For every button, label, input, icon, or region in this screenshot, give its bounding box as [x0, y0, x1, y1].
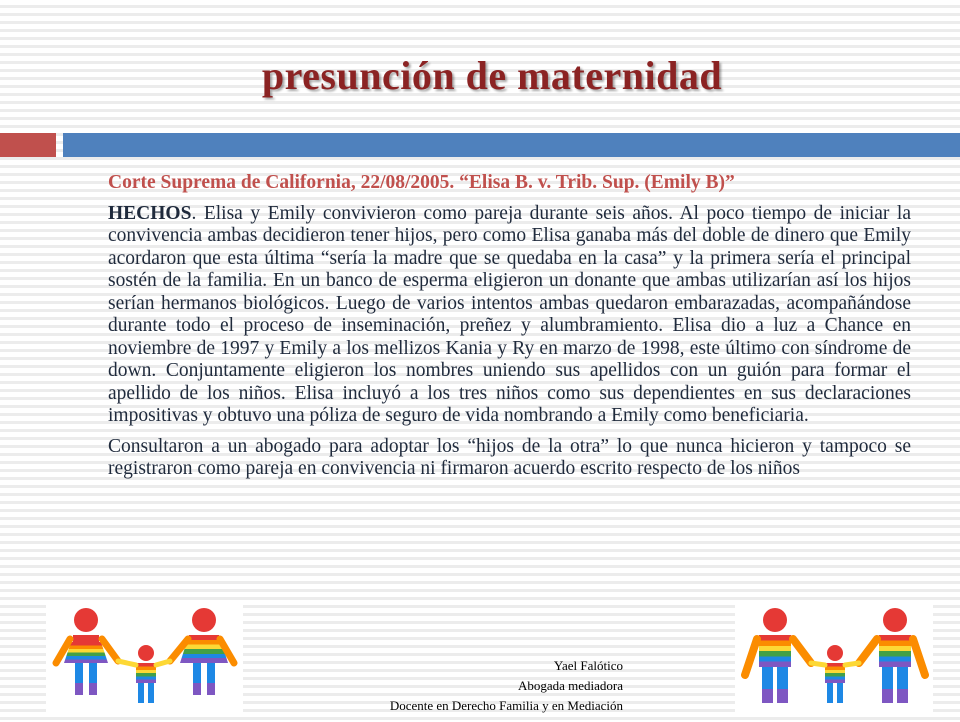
slide-title: presunción de maternidad: [261, 53, 723, 98]
author-role: Abogada mediadora: [517, 678, 623, 693]
author-name: Yael Falótico: [553, 658, 623, 673]
case-heading: Corte Suprema de California, 22/08/2005. “Elisa B. v. Trib. Sup. (Emily B)”: [108, 172, 735, 193]
hechos-text: . Elisa y Emily convivieron como pareja durante seis años. Al poco tiempo de iniciar la convivencia ambas decidieron tener hijos, pero como Elisa ganaba más del doble de dinero que Emily acordaron que esta última “sería la madre que se quedaba en la casa” y la primera sería el principal sostén de la familia. En un banco de esperma eligieron un donante que ambas utilizarían así los hijos serían hermanos biológicos. Luego de varios intentos ambas quedaron embarazadas, acompañándose durante todo el proceso de inseminación, preñez y alumbramiento. Elisa dio a luz a Chance en noviembre de 1997 y Emily a los mellizos Kania y Ry en marzo de 1998, este último con síndrome de down. Conjuntamente eligieron los nombres uniendo sus apellidos con un guión para formar el apellido de los niños. Elisa incluyó a los tres niños como sus dependientes en sus declaraciones impositivas y obtuvo una póliza de seguro de vida nombrando a Emily como beneficiaria.: [108, 202, 911, 426]
family-image-right: [735, 605, 933, 717]
accent-bar-red: [0, 133, 56, 157]
author-position: Docente en Derecho Familia y en Mediación: [389, 698, 623, 713]
rainbow-family-right-icon: [735, 605, 933, 717]
accent-bar-blue: [63, 133, 960, 157]
slide-body: [108, 172, 911, 489]
hechos-paragraph: [108, 203, 911, 428]
second-paragraph: Consultaron a un abogado para adoptar los “hijos de la otra” lo que nunca hicieron y tampoco se registraron como pareja en convivencia ni firmaron acuerdo escrito respecto de los niños: [108, 435, 911, 479]
rainbow-family-left-icon: [46, 605, 243, 717]
family-image-left: [46, 605, 243, 717]
author-block: [300, 656, 623, 716]
hechos-label: HECHOS: [108, 202, 192, 224]
